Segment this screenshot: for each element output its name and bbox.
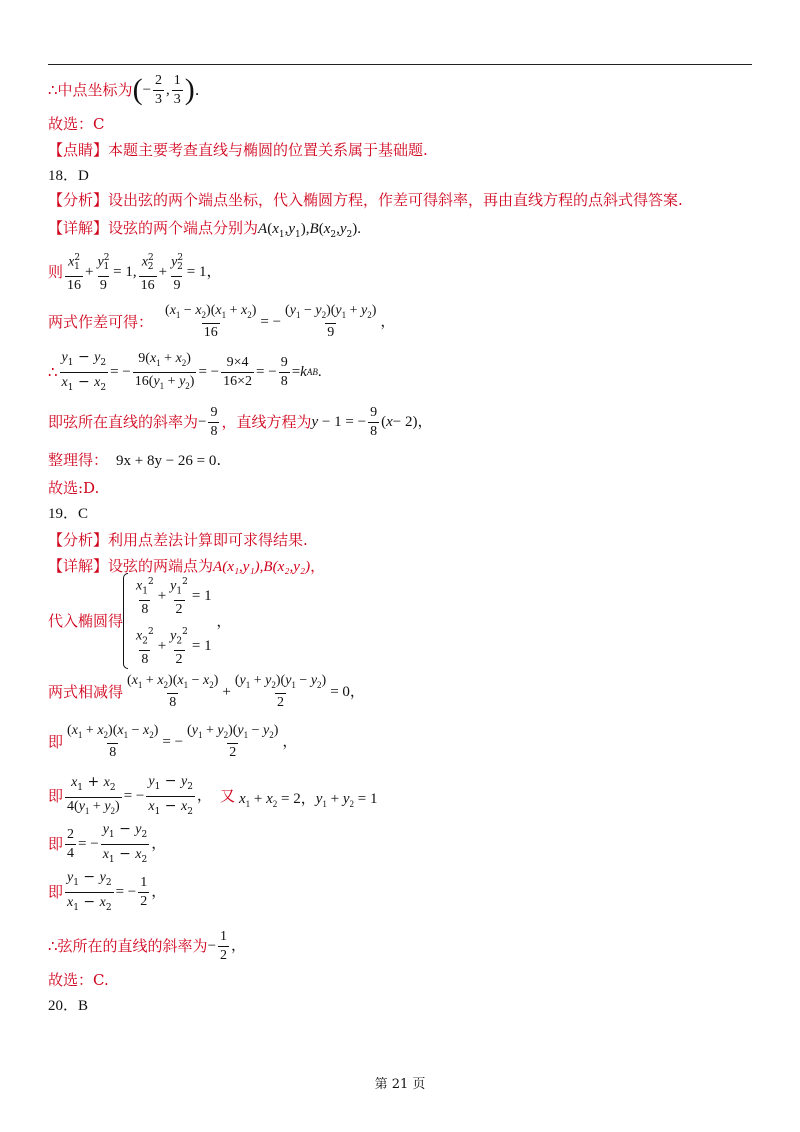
q18-number: 18．D xyxy=(48,168,89,184)
q19-substitute: 代入椭圆得 $\frac{x_1^2}{8}$ + $\frac{y_1^2}{2}$ = 1 $\frac{x_2^2}{8}$ + $\frac{y_2^2}{2}$ = 1 ， xyxy=(48,582,231,660)
q18-step1: 则 $\frac{x^2_1}{16}$ + $\frac{y^2_1}{9}$ = 1, $\frac{x^2_2}{16}$ + $\frac{y^2_2}{9}$ = 1， xyxy=(48,252,222,294)
q19-step-a: 即 $\frac{(x_1 + x_2)(x_1 - x_2)}{8}$ = − $\frac{(y_1 + y_2)(y_1 - y_2)}{2}$ ， xyxy=(48,722,298,761)
page-footer: 第 21 页 xyxy=(374,1077,426,1092)
midpoint-line: ∴ 中点坐标为 ( − $\frac{2}{3}$ , $\frac{1}{3}$ ) . xyxy=(48,72,200,107)
q18-step4: 即弦所在直线的斜率为 − $\frac{9}{8}$ ，直线方程为 y − 1 = − $\frac{9}{8}$ ( x − 2)， xyxy=(48,404,433,439)
q19-conclusion: ∴ 弦所在的直线的斜率为 − $\frac{1}{2}$ ， xyxy=(48,928,247,963)
q19-detail: 【详解】设弦的两端点为A(x₁,y₁),B(x₂,y₂)， xyxy=(48,557,326,575)
q19-step-b: 即 $\frac{x_1 + x_2}{4(y_1 + y_2)}$ = − $\frac{y_1 - y_2}{x_1 - x_2}$ ， 又 $x_1 + x_2 = 2$，$y_1 + y_2 = 1$ xyxy=(48,776,378,816)
q20-number: 20．B xyxy=(48,998,89,1014)
equation-system: $\frac{x_1^2}{8}$ + $\frac{y_1^2}{2}$ = 1 $\frac{x_2^2}{8}$ + $\frac{y_2^2}{2}$ = 1 xyxy=(123,573,212,670)
q18-choose: 故选:D. xyxy=(48,479,100,497)
header-rule xyxy=(48,64,752,65)
q19-step-d: 即 $\frac{y_1 - y_2}{x_1 - x_2}$ = − $\frac{1}{2}$ ， xyxy=(48,872,166,912)
q17-comment: 【点睛】本题主要考查直线与椭圆的位置关系属于基础题. xyxy=(48,141,428,159)
q19-choose: 故选：C. xyxy=(48,971,109,989)
q18-step3: ∴ $\frac{y_1 - y_2}{x_1 - x_2}$ = − $\frac{9(x_1 + x_2)}{16(y_1 + y_2)}$ = − $\frac{9\times 4}{16\times 2}$ = − $\frac{9}{8}$ = k AB . xyxy=(48,352,322,392)
q18-step5: 整理得： 9x + 8y − 26 = 0. xyxy=(48,451,222,469)
q18-analysis: 【分析】设出弦的两个端点坐标，代入椭圆方程，作差可得斜率，再由直线方程的点斜式得答案. xyxy=(48,191,683,209)
q19-number: 19．C xyxy=(48,506,89,522)
q18-detail: 【详解】设弦的两个端点分别为$A(x_1,y_1),B(x_2,y_2)$. xyxy=(48,219,361,240)
q18-step2: 两式作差可得： $\frac{(x_1 - x_2)(x_1 + x_2)}{16}$ = − $\frac{(y_1 - y_2)(y_1 + y_2)}{9}$ ， xyxy=(48,302,396,341)
q19-analysis: 【分析】利用点差法计算即可求得结果. xyxy=(48,531,308,549)
q17-choose: 故选：C xyxy=(48,115,105,133)
midpoint-label: 中点坐标为 xyxy=(57,81,133,99)
midpoint-value: ( − $\frac{2}{3}$ , $\frac{1}{3}$ ) xyxy=(132,72,195,107)
q19-subtract: 两式相减得 $\frac{(x_1 + x_2)(x_1 - x_2)}{8}$ + $\frac{(y_1 + y_2)(y_1 - y_2)}{2}$ = 0， xyxy=(48,672,365,711)
q19-step-c: 即 $\frac{2}{4}$ = − $\frac{y_1 - y_2}{x_1 - x_2}$ ， xyxy=(48,824,166,864)
therefore-symbol: ∴ xyxy=(48,81,58,99)
